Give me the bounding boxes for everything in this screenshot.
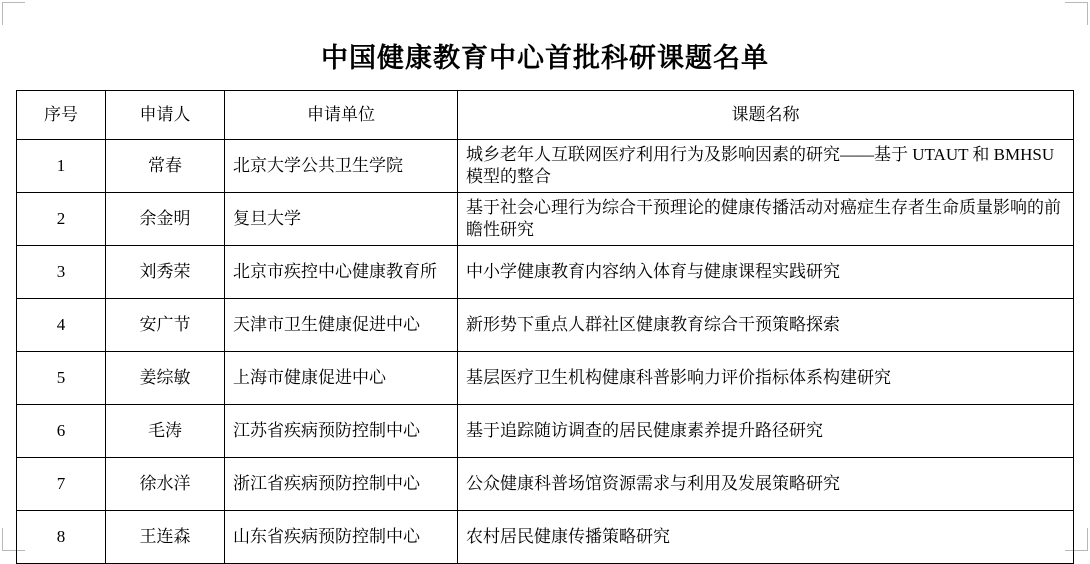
research-topics-table-wrapper — [16, 90, 1074, 564]
cell-applicant: 徐水洋 — [106, 458, 225, 511]
research-topics-table — [16, 90, 1074, 564]
cell-no: 1 — [17, 140, 106, 193]
cell-topic: 城乡老年人互联网医疗利用行为及影响因素的研究——基于 UTAUT 和 BMHSU 模型的整合 — [458, 140, 1074, 193]
table-body — [17, 140, 1074, 564]
column-header-topic: 课题名称 — [458, 91, 1074, 140]
cell-organization: 北京大学公共卫生学院 — [225, 140, 458, 193]
table-row — [17, 299, 1074, 352]
cell-applicant: 王连森 — [106, 511, 225, 564]
cell-no: 3 — [17, 246, 106, 299]
table-row — [17, 352, 1074, 405]
cell-organization: 江苏省疾病预防控制中心 — [225, 405, 458, 458]
cell-no: 8 — [17, 511, 106, 564]
cell-organization: 北京市疾控中心健康教育所 — [225, 246, 458, 299]
column-header-organization: 申请单位 — [225, 91, 458, 140]
cell-applicant: 余金明 — [106, 193, 225, 246]
cell-topic: 新形势下重点人群社区健康教育综合干预策略探索 — [458, 299, 1074, 352]
crop-mark-top-left — [2, 2, 25, 25]
table-row — [17, 511, 1074, 564]
cell-applicant: 常春 — [106, 140, 225, 193]
cell-organization: 天津市卫生健康促进中心 — [225, 299, 458, 352]
column-header-applicant: 申请人 — [106, 91, 225, 140]
cell-topic: 农村居民健康传播策略研究 — [458, 511, 1074, 564]
cell-no: 7 — [17, 458, 106, 511]
crop-mark-top-right — [1065, 2, 1088, 25]
cell-organization: 复旦大学 — [225, 193, 458, 246]
table-row — [17, 405, 1074, 458]
cell-topic: 中小学健康教育内容纳入体育与健康课程实践研究 — [458, 246, 1074, 299]
cell-topic: 基层医疗卫生机构健康科普影响力评价指标体系构建研究 — [458, 352, 1074, 405]
cell-no: 6 — [17, 405, 106, 458]
table-row — [17, 193, 1074, 246]
cell-organization: 上海市健康促进中心 — [225, 352, 458, 405]
cell-no: 4 — [17, 299, 106, 352]
cell-applicant: 刘秀荣 — [106, 246, 225, 299]
cell-topic: 基于社会心理行为综合干预理论的健康传播活动对癌症生存者生命质量影响的前瞻性研究 — [458, 193, 1074, 246]
column-header-no: 序号 — [17, 91, 106, 140]
cell-topic: 公众健康科普场馆资源需求与利用及发展策略研究 — [458, 458, 1074, 511]
table-header — [17, 91, 1074, 140]
cell-applicant: 安广节 — [106, 299, 225, 352]
cell-organization: 浙江省疾病预防控制中心 — [225, 458, 458, 511]
table-row — [17, 458, 1074, 511]
page-title: 中国健康教育中心首批科研课题名单 — [321, 43, 769, 73]
cell-applicant: 毛涛 — [106, 405, 225, 458]
table-row — [17, 246, 1074, 299]
cell-topic: 基于追踪随访调查的居民健康素养提升路径研究 — [458, 405, 1074, 458]
cell-no: 2 — [17, 193, 106, 246]
table-row — [17, 140, 1074, 193]
table-header-row — [17, 91, 1074, 140]
cell-applicant: 姜综敏 — [106, 352, 225, 405]
cell-no: 5 — [17, 352, 106, 405]
cell-organization: 山东省疾病预防控制中心 — [225, 511, 458, 564]
